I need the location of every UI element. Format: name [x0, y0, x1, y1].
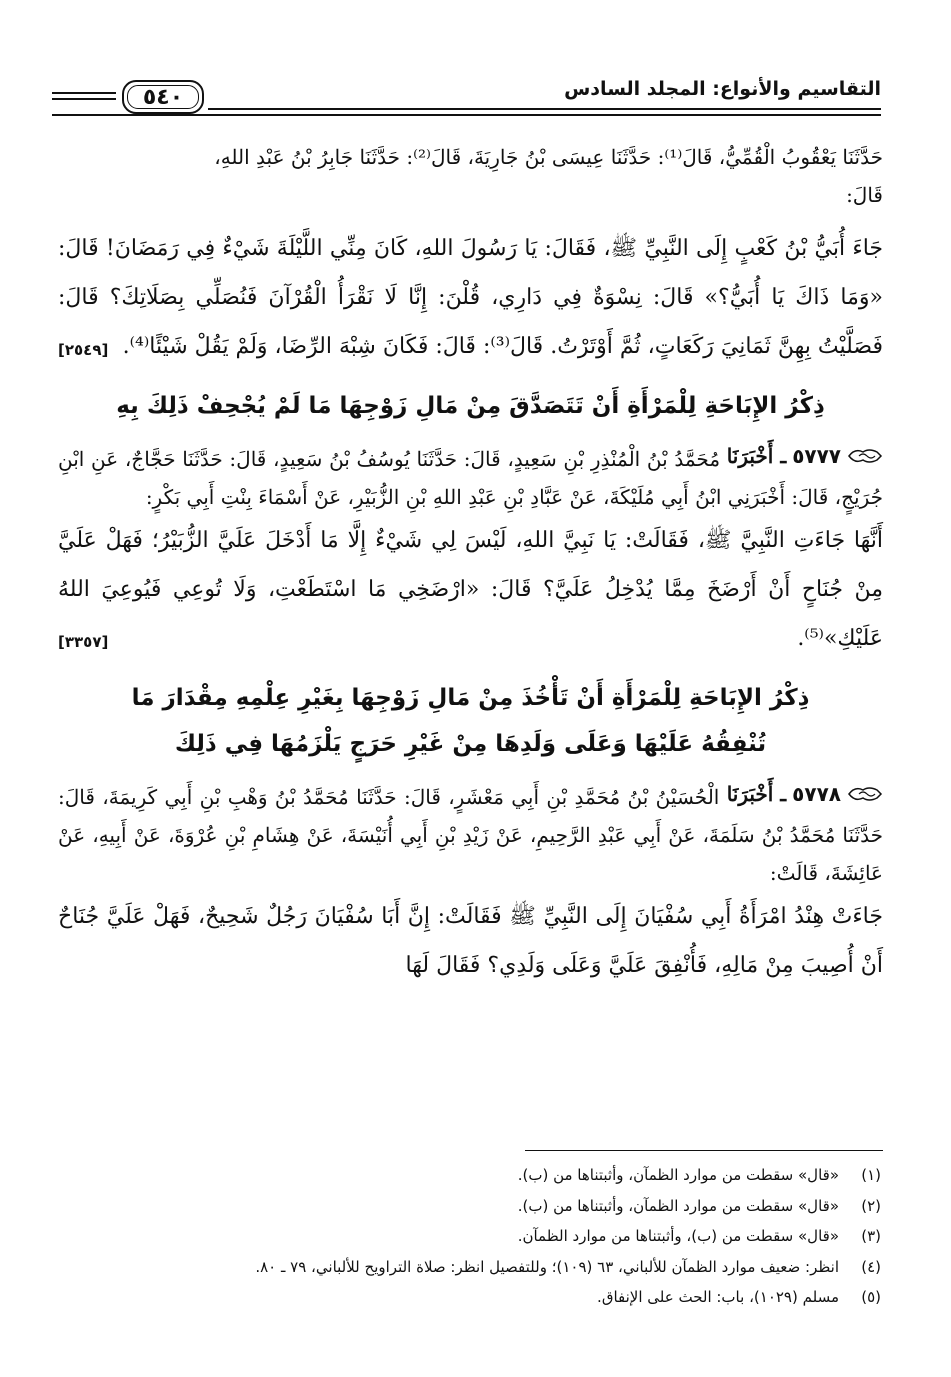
hadith-5778-isnad-text: الْحُسَيْنُ بْنُ مُحَمَّدِ بْنِ أَبِي مَعْشَرٍ، قَالَ: حَدَّثَنَا مُحَمَّدُ بْنُ وَهْبِ بْنِ أَبِي كَرِيمَةَ، قَالَ: حَدَّثَنَا مُحَمَّدُ بْنُ سَلَمَةَ، عَنْ أَبِي عَبْدِ الرَّحِيمِ، عَنْ زَيْدِ بْنِ أَبِي أُنَيْسَةَ، عَنْ هِشَامِ بْنِ عُرْوَةَ، عَنْ أَبِيهِ، عَنْ عَائِشَةَ، قَالَتْ: [58, 785, 883, 885]
page-number [122, 80, 204, 114]
header-rule-left-top [52, 92, 116, 94]
hadith-5778-number: ٥٧٧٨ [792, 782, 841, 806]
chapter-heading-2 [58, 675, 883, 767]
chapter-heading-1: ذِكْرُ الإِبَاحَةِ لِلْمَرْأَةِ أَنْ تَتَصَدَّقَ مِنْ مَالِ زَوْجِهَا مَا لَمْ يُجْحِفْ ذَلِكَ بِهِ [116, 393, 825, 419]
header-rule-left-bottom [52, 98, 116, 100]
hadith-5777-ref: [٣٣٥٧] [58, 633, 109, 651]
footnotes [58, 1160, 881, 1313]
footnote-text: «قال» سقطت من موارد الظمآن، وأثبتناها من (ب). [517, 1196, 839, 1215]
chapter-heading-2-line-1: ذِكْرُ الإِبَاحَةِ لِلْمَرْأَةِ أَنْ تَأْخُذَ مِنْ مَالِ زَوْجِهَا بِغَيْرِ عِلْمِهِ مِقْدَارَ مَا [131, 685, 810, 711]
footnote-separator [525, 1150, 883, 1151]
footnote-number: (٣) [861, 1227, 881, 1245]
footnote-item [58, 1282, 881, 1313]
page-number-text: ٥٤٠ [142, 84, 184, 110]
hadith-2549-ref: [٢٥٤٩] [58, 341, 109, 359]
hadith-5777-text [58, 516, 883, 663]
hadith-2549-text [58, 224, 883, 371]
hadith-5778-lead: ـ أَخْبَرَنَا [726, 782, 787, 806]
header-rule-main [52, 114, 881, 116]
hadith-5777-body: أَنَّهَا جَاءَتِ النَّبِيَّ ﷺ، فَقَالَتْ: يَا نَبِيَّ اللهِ، لَيْسَ لِي شَيْءٌ إِلَّا مَا أَدْخَلَ عَلَيَّ الزُّبَيْرُ؛ فَهَلْ عَلَيَّ مِنْ جُنَاحٍ أَنْ أَرْضَخَ مِمَّا يُدْخِلُ عَلَيَّ؟ قَالَ: «ارْضَخِي مَا اسْتَطَعْتِ، وَلَا تُوعِي فَيُوعِيَ اللهُ عَلَيْكِ»⁽⁵⁾. [58, 528, 883, 651]
hadith-5777-isnad [58, 437, 883, 516]
hadith-ornament-icon [847, 446, 883, 466]
footnote-number: (٥) [861, 1288, 881, 1306]
spacer [58, 214, 883, 224]
intro-line-1: حَدَّثَنَا يَعْقُوبُ الْقُمِّيُّ، قَالَ⁽¹⁾: حَدَّثَنَا عِيسَى بْنُ جَارِيَةَ، قَالَ⁽²⁾: حَدَّثَنَا جَابِرُ بْنُ عَبْدِ اللهِ، [214, 145, 883, 169]
page-body [58, 138, 883, 990]
hadith-5777-lead: ـ أَخْبَرَنَا [726, 444, 787, 468]
chapter-heading-2-line-2: تُنْفِقُهُ عَلَيْهَا وَعَلَى وَلَدِهَا مِنْ غَيْرِ حَرَجٍ يَلْزَمُهَا فِي ذَلِكَ [174, 731, 767, 757]
header-rule-right [208, 108, 881, 110]
footnote-text: «قال» سقطت من (ب)، وأثبتناها من موارد الظمآن. [517, 1227, 839, 1245]
hadith-5778-isnad [58, 775, 883, 892]
hadith-5777-isnad-text: مُحَمَّدُ بْنُ الْمُنْذِرِ بْنِ سَعِيدٍ، قَالَ: حَدَّثَنَا يُوسُفُ بْنُ سَعِيدٍ، قَالَ: حَدَّثَنَا حَجَّاجٌ، عَنِ ابْنِ جُرَيْجٍ، قَالَ: أَخْبَرَنِي ابْنُ أَبِي مُلَيْكَةَ، عَنْ عَبَّادِ بْنِ عَبْدِ اللهِ بْنِ الزُّبَيْرِ، عَنْ أَسْمَاءَ بِنْتِ أَبِي بَكْرٍ: [58, 447, 883, 509]
footnote-item [58, 1252, 881, 1283]
footnote-number: (٢) [861, 1196, 881, 1215]
hadith-5778-head [727, 775, 883, 813]
footnote-number: (٤) [861, 1257, 881, 1276]
footnote-text: «قال» سقطت من موارد الظمآن، وأثبتناها من (ب). [517, 1166, 839, 1184]
footnote-item [58, 1221, 881, 1252]
hadith-ornament-icon [847, 784, 883, 804]
footnote-item [58, 1191, 881, 1222]
page-header [52, 68, 881, 116]
hadith-5777-number: ٥٧٧٧ [792, 444, 842, 468]
hadith-5777-head [727, 437, 883, 475]
footnote-number: (١) [861, 1166, 881, 1184]
footnote-text: مسلم (١٠٢٩)، باب: الحث على الإنفاق. [597, 1288, 839, 1306]
hadith-5778-text: جَاءَتْ هِنْدُ امْرَأَةُ أَبِي سُفْيَانَ إِلَى النَّبِيِّ ﷺ فَقَالَتْ: إِنَّ أَبَا سُفْيَانَ رَجُلٌ شَحِيحٌ، فَهَلْ عَلَيَّ جُنَاحٌ أَنْ أُصِيبَ مِنْ مَالِهِ، فَأُنْفِقَ عَلَيَّ وَعَلَى وَلَدِي؟ فَقَالَ لَهَا [58, 904, 883, 978]
footnote-text: انظر: ضعيف موارد الظمآن للألباني، ٦٣ (١٠٩)؛ وللتفصيل انظر: صلاة التراويح للألباني، ٧٩ ـ ٨٠. [255, 1257, 839, 1276]
intro-line-2: قَالَ: [846, 183, 883, 207]
hadith-2549-body: جَاءَ أُبَيُّ بْنُ كَعْبٍ إِلَى النَّبِيِّ ﷺ، فَقَالَ: يَا رَسُولَ اللهِ، كَانَ مِنِّي اللَّيْلَةَ شَيْءٌ فِي رَمَضَانَ! قَالَ: «وَمَا ذَاكَ يَا أُبَيُّ؟» قَالَ: نِسْوَةٌ فِي دَارِي، قُلْنَ: إِنَّا لَا نَقْرَأُ الْقُرْآنَ فَنُصَلِّي بِصَلَاتِكَ؟ قَالَ: فَصَلَّيْتُ بِهِنَّ ثَمَانِيَ رَكَعَاتٍ، ثُمَّ أَوْتَرْتُ. قَالَ⁽³⁾: قَالَ: فَكَانَ شِبْهَ الرِّضَا، وَلَمْ يَقُلْ شَيْئًا⁽⁴⁾. [58, 236, 883, 359]
footnote-item [58, 1160, 881, 1191]
running-title: التقاسيم والأنواع: المجلد السادس [564, 78, 881, 100]
